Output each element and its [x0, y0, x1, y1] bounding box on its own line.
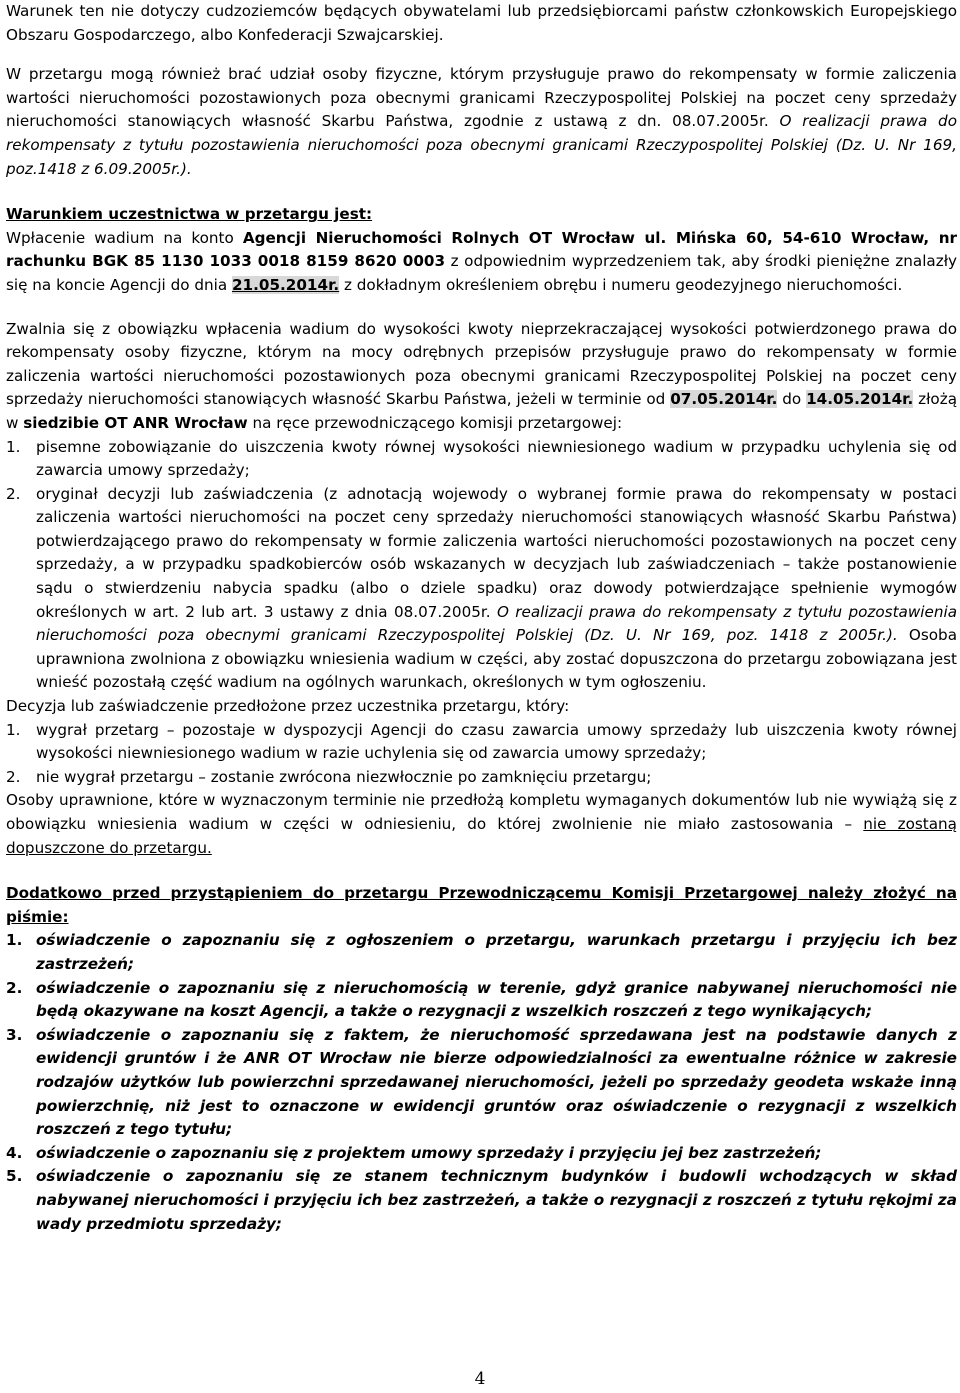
compensation-act-citation: O realizacji prawa do rekompensaty z tytułu pozostawienia nieruchomości poza obecnymi granicami Rzeczypospolitej Polskiej (Dz. U. Nr 169, poz.1418 z 6.09.2005r.). [6, 112, 957, 178]
decision-handling-list [6, 719, 957, 790]
paragraph-decision-handling: Decyzja lub zaświadczenie przedłożone przez uczestnika przetargu, który: [6, 697, 570, 716]
list-item [6, 977, 957, 1024]
paragraph-compensation-eligibility [6, 63, 957, 181]
list-item-text: oświadczenie o zapoznaniu się ze stanem technicznym budynków i budowli wchodzących w skład nabywanej nieruchomości i przyjęciu ich bez zastrzeżeń, a także o rezygnacji z roszczeń z tytułu rękojmi za wady przedmiotu sprzedaży; [36, 1167, 957, 1233]
exemption-end-date: 14.05.2014r. [806, 390, 914, 409]
exclusion-emphasis: nie zostaną dopuszczone do przetargu. [6, 815, 957, 857]
deposit-deadline-date: 21.05.2014r. [231, 275, 340, 294]
list-item-number: 1. [6, 931, 23, 950]
list-item-number: 5. [6, 1167, 23, 1186]
exemption-text-c: do [777, 390, 807, 409]
list-item-number: 3. [6, 1025, 23, 1044]
list-item [6, 1165, 957, 1236]
list-item-number: 4. [6, 1143, 23, 1162]
list-item-text: wygrał przetarg – pozostaje w dyspozycji Agencji do czasu zawarcia umowy sprzedaży lub uiszczenia kwoty równej wysokości niewniesionego wadium w razie uchylenia się od zawarcia umowy sprzedaży; [36, 720, 957, 763]
list-item-text: oświadczenie o zapoznaniu się z faktem, że nieruchomość sprzedawana jest na podstawie danych z ewidencji gruntów i że ANR OT Wrocław nie bierze odpowiedzialności za ewentualne różnice w zakresie rodzajów użytków lub powierzchni sprzedawanej nieruchomości, jeżeli po sprzedaży geodeta wskaże inną powierzchnię, niż jest to oznaczone w ewidencji gruntów oraz oświadczenie o rezygnacji z wszelkich roszczeń z tego tytułu; [36, 1025, 957, 1139]
exemption-text-g: na ręce przewodniczącego komisji przetargowej: [247, 413, 623, 432]
exemption-start-date: 07.05.2014r. [670, 390, 778, 409]
exemption-text-e: złożą w [6, 390, 958, 432]
list-item-text: pisemne zobowiązanie do uiszczenia kwoty równej wysokości niewniesionego wadium w przypadku uchylenia się od zawarcia umowy sprzedaży; [36, 437, 957, 480]
list-item [6, 483, 957, 695]
list-item [6, 436, 957, 483]
paragraph-deposit-payment [6, 227, 957, 298]
list-item [6, 1142, 957, 1166]
compensation-text: W przetargu mogą również brać udział osoby fizyczne, którym przysługuje prawo do rekompensaty w formie zaliczenia wartości nieruchomości pozostawionych poza obecnymi granicami Rzeczypospolitej Polskiej na poczet ceny sprzedaży nieruchomości stanowiących własność Skarbu Państwa, zgodnie z ustawą z dn. 08.07.2005r. [6, 65, 957, 131]
paragraph-deposit-exemption [6, 318, 957, 436]
list-item-text: nie wygrał przetargu – zostanie zwrócona niezwłocznie po zamknięciu przetargu; [36, 767, 652, 786]
exemption-office: siedzibie OT ANR Wrocław [23, 413, 248, 432]
document-page [6, 0, 957, 1236]
additional-requirements-heading [6, 882, 957, 929]
list-item-number: 2. [6, 484, 21, 503]
list-item-text: oświadczenie o zapoznaniu się z nieruchomością w terenie, gdyż granice nabywanej nieruchomości nie będą okazywane na koszt Agencji, a także o rezygnacji z wszelkich roszczeń z tego wynikających; [36, 978, 957, 1021]
list-item-text: oświadczenie o zapoznaniu się z ogłoszeniem o przetargu, warunkach przetargu i przyjęciu ich bez zastrzeżeń; [36, 931, 957, 973]
list-item [6, 1024, 957, 1142]
list-item-number: 2. [6, 978, 23, 997]
list-item-text-c: Osoba uprawniona zwolniona z obowiązku wniesienia wadium w części, aby zostać dopuszczona do przetargu zobowiązana jest wnieść pozostałą część wadium na ogólnych warunkach, określonych w tym ogłoszeniu. [36, 626, 958, 692]
participation-heading-text: Warunkiem uczestnictwa w przetargu jest: [6, 205, 373, 224]
list-item-text [36, 483, 957, 695]
list-item-text-a: oryginał decyzji lub zaświadczenia (z adnotacją wojewody o wybranej formie prawa do rekompensaty w postaci zaliczenia wartości nieruchomości na poczet ceny sprzedaży nieruchomości stanowiących własność Skarbu Państwa) potwierdzającego prawo do rekompensaty w formie zaliczenia wartości nieruchomości pozostawionych na poczet ceny sprzedaży, a w przypadku spadkobierców osób wskazanych w decyzjach lub zaświadczeniach – także postanowienie sądu o stwierdzeniu nabycia spadku (albo o dziele spadku) oraz dowody potwierdzające spełnienie wymogów określonych w art. 2 lub art. 3 ustawy z dnia 08.07.2005r. [36, 484, 957, 621]
deposit-text-e: z dokładnym określeniem obrębu i numeru geodezyjnego nieruchomości. [339, 275, 903, 294]
exemption-text-a: Zwalnia się z obowiązku wpłacenia wadium do wysokości kwoty nieprzekraczającej wysokości potwierdzonego prawa do rekompensaty osoby fizyczne, którym na mocy odrębnych przepisów przysługuje prawo do rekompensaty w formie zaliczenia wartości nieruchomości pozostawionych poza obecnymi granicami Rzeczypospolitej Polskiej na poczet ceny sprzedaży nieruchomości stanowiących własność Skarbu Państwa, jeżeli w terminie od [6, 319, 957, 409]
participation-heading [6, 203, 957, 227]
deposit-text-c: z odpowiednim wyprzedzeniem tak, aby środki pieniężne znalazły się na koncie Agencji do dnia [6, 252, 957, 294]
deposit-text-a: Wpłacenie wadium na konto [6, 228, 243, 247]
list-item-act-citation: O realizacji prawa do rekompensaty z tytułu pozostawienia nieruchomości poza obecnymi granicami Rzeczypospolitej Polskiej (Dz. U. Nr 169, poz. 1418 z 2005r.). [36, 602, 957, 645]
exemption-documents-list [6, 436, 957, 696]
list-item-text: oświadczenie o zapoznaniu się z projektem umowy sprzedaży i przyjęciu jej bez zastrzeżeń; [36, 1143, 822, 1162]
page-number: 4 [474, 1369, 486, 1389]
list-item [6, 766, 957, 790]
exclusion-text-a: Osoby uprawnione, które w wyznaczonym terminie nie przedłożą kompletu wymaganych dokumentów lub nie wywiążą się z obowiązku wniesienia wadium w części w odniesieniu, do której zwolnienie nie miało zastosowania – [6, 791, 957, 833]
declarations-list [6, 929, 957, 1236]
paragraph-exclusion [6, 789, 957, 860]
list-item [6, 719, 957, 766]
paragraph-foreigners-condition: Warunek ten nie dotyczy cudzoziemców będących obywatelami lub przedsiębiorcami państw członkowskich Europejskiego Obszaru Gospodarczego, albo Konfederacji Szwajcarskiej. [6, 2, 957, 44]
deposit-account-details: Agencji Nieruchomości Rolnych OT Wrocław ul. Mińska 60, 54-610 Wrocław, nr rachunku BGK 85 1130 1033 0018 8159 8620 0003 [6, 228, 957, 271]
list-item-number: 1. [6, 437, 21, 456]
list-item [6, 929, 957, 976]
additional-requirements-heading-text: Dodatkowo przed przystąpieniem do przetargu Przewodniczącemu Komisji Przetargowej należy złożyć na piśmie: [6, 884, 957, 926]
list-item-number: 2. [6, 767, 21, 786]
list-item-number: 1. [6, 720, 21, 739]
